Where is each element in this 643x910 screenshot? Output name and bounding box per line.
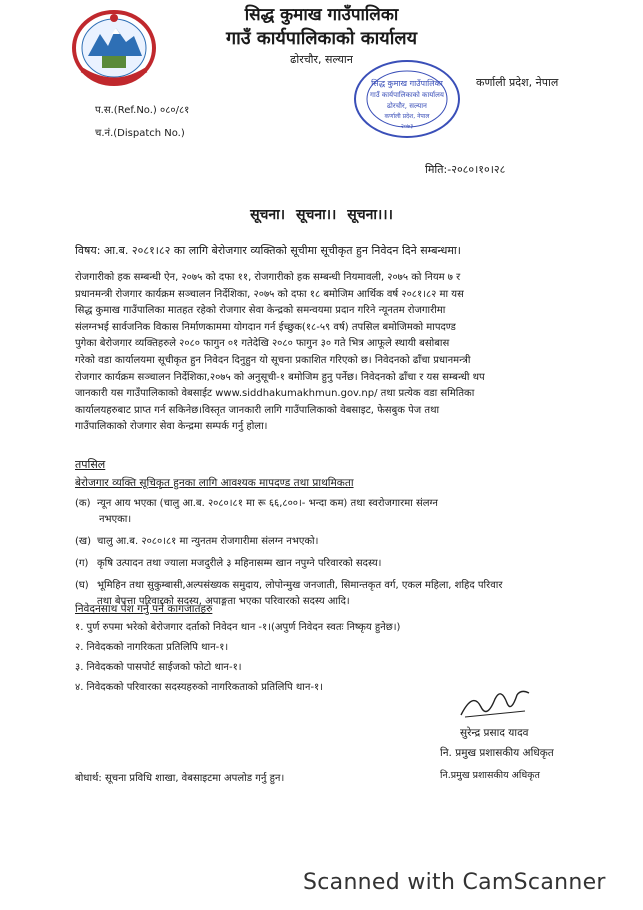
body-line: गाउँपालिकाको रोजगार सेवा केन्द्रमा सम्पर्क गर्नु होला। bbox=[75, 421, 268, 433]
notice-word-1: सूचना। bbox=[250, 207, 286, 223]
office-name: सिद्ध कुमाख गाउँपालिका bbox=[244, 5, 399, 25]
body-line: रोजगारीको हक सम्बन्धी ऐन, २०७५ को दफा ११, रोजगारीको हक सम्बन्धी नियमावली, २०७५ को नियम ७ र bbox=[75, 272, 461, 283]
signatory-title: नि. प्रमुख प्रशासकीय अधिकृत bbox=[440, 747, 554, 759]
signatory-stamp-title: नि.प्रमुख प्रशासकीय अधिकृत bbox=[440, 770, 540, 781]
notice-body bbox=[75, 270, 615, 436]
body-line: गरेको वडा कार्यालयमा सूचीकृत हुन निवेदन दिनुहुन यो सूचना प्रकाशित गरिएको छ। निवेदनको ढाँचा प्रधानमन्त्री bbox=[75, 354, 471, 366]
dispatch-number: च.नं.(Dispatch No.) bbox=[95, 128, 185, 139]
list-item: (ग) कृषि उत्पादन तथा ज्याला मजदुरीले ३ महिनासम्म खान नपुग्ने परिवारको सदस्य। bbox=[75, 558, 382, 569]
office-title: गाउँ कार्यपालिकाको कार्यालय bbox=[225, 28, 418, 49]
office-stamp bbox=[352, 58, 462, 140]
subject-line: विषय: आ.ब. २०८१।८२ का लागि बेरोजगार व्यक्तिको सूचीमा सूचीकृत हुन निवेदन दिने सम्बन्धमा। bbox=[75, 244, 461, 257]
stamp-line-4: कर्णाली प्रदेश, नेपाल bbox=[384, 113, 430, 120]
tapasil-heading: तपसिल bbox=[75, 458, 106, 471]
stamp-line-3: ढोरचौर, सल्यान bbox=[387, 102, 427, 110]
office-address: ढोरचौर, सल्यान bbox=[290, 53, 353, 66]
list-item: (क) न्यून आय भएका (चालु आ.ब. २०८०।८१ मा रू ६६,८००।- भन्दा कम) तथा स्वरोजगारमा संलग्न नभएका। bbox=[75, 498, 438, 525]
documents-heading: निवेदनसाथ पेश गर्नु पर्ने कागजातहरु bbox=[75, 603, 213, 615]
signatory-name: सुरेन्द्र प्रसाद यादव bbox=[460, 727, 529, 739]
stamp-year: २०७३ bbox=[400, 123, 414, 130]
list-item: १. पुर्ण रुपमा भरेको बेरोजगार दर्ताको निवेदन थान -१।(अपुर्ण निवेदन स्वतः निष्कृय हुनेछ।) bbox=[75, 622, 401, 633]
body-line: सिद्ध कुमाख गाउँपालिका मातहत रहेको रोजगार सेवा केन्द्रको समन्वयमा प्रदान गरिने न्यूनतम रोजगारीमा bbox=[75, 305, 446, 317]
list-item: ३. निवेदकको पासपोर्ट साईजको फोटो थान-१। bbox=[75, 662, 242, 673]
body-line: प्रधानमन्त्री रोजगार कार्यक्रम सञ्चालन निर्देशिका, २०७५ को दफा १८ बमोजिम आर्थिक वर्ष २०८१।८२ मा यस bbox=[75, 288, 464, 300]
province-label: कर्णाली प्रदेश, नेपाल bbox=[476, 76, 559, 89]
stamp-line-1: सिद्ध कुमाख गाउँपालिका bbox=[371, 79, 443, 88]
body-line: संलग्नभई सार्वजनिक विकास निर्माणकाममा योगदान गर्न ईच्छुक(१८-५९ वर्ष) तपसिल बमोजिमको मापदण्ड bbox=[75, 321, 456, 333]
list-item: (घ) भूमिहिन तथा सुकुम्बासी,अल्पसंख्यक समुदाय, लोपोन्मुख जनजाती, सिमान्तकृत वर्ग, एकल महिला, शहिद परिवार तथा बेपत्ता परिवारको सदस्य, अपाङ्गता भएका परिवारको सदस्य आदि। bbox=[75, 580, 503, 607]
body-line: पुगेका बेरोजगार व्यक्तिहरुले २०८० फागुन ०१ गतेदेखि २०८० फागुन ३० गते भित्र आफूले स्थायी बसोबास bbox=[75, 338, 450, 350]
signature-scribble bbox=[455, 685, 535, 721]
stamp-line-2: गाउँ कार्यपालिकाको कार्यालय bbox=[370, 91, 444, 99]
criteria-heading: बेरोजगार व्यक्ति सूचिकृत हुनका लागि आवश्यक मापदण्ड तथा प्राथमिकता bbox=[75, 477, 354, 489]
notice-heading bbox=[0, 205, 643, 224]
notice-word-2: सूचना।। bbox=[296, 207, 337, 223]
body-line: रोजगार कार्यक्रम सञ्चालन निर्देशिका,२०७५ को अनुसूची-१ बमोजिम हुनु पर्नेछ। निवेदनको ढाँचा र यस सम्बन्धी थप bbox=[75, 371, 485, 383]
list-item: २. निवेदकको नागरिकता प्रतिलिपि थान-१। bbox=[75, 642, 229, 653]
body-line: कार्यालयहरुबाट प्राप्त गर्न सकिनेछ।विस्तृत जानकारी लागि गाउँपालिकाको वेबसाइट, फेसबुक पेज तथा bbox=[75, 404, 440, 416]
document-date: मिति:-२०८०।१०।२८ bbox=[425, 163, 506, 176]
list-item: (ख) चालु आ.ब. २०८०।८१ मा न्युनतम रोजगारीमा संलग्न नभएको। bbox=[75, 536, 319, 547]
body-line: जानकारी यस गाउँपालिकाको वेबसाईट www.siddhakumakhmun.gov.np/ तथा प्रत्येक वडा समितिका bbox=[75, 388, 475, 400]
criteria-list bbox=[75, 496, 620, 610]
notice-word-3: सूचना।।। bbox=[347, 207, 393, 223]
camscanner-watermark: Scanned with CamScanner bbox=[303, 870, 606, 895]
footer-note: बोधार्थ: सूचना प्रविधि शाखा, वेबसाइटमा अपलोड गर्नु हुन। bbox=[75, 773, 285, 784]
documents-list bbox=[75, 620, 620, 696]
list-item: ४. निवेदकको परिवारका सदस्यहरुको नागरिकताको प्रतिलिपि थान-१। bbox=[75, 682, 324, 693]
ref-number: प.स.(Ref.No.) ०८०/८१ bbox=[95, 105, 190, 116]
